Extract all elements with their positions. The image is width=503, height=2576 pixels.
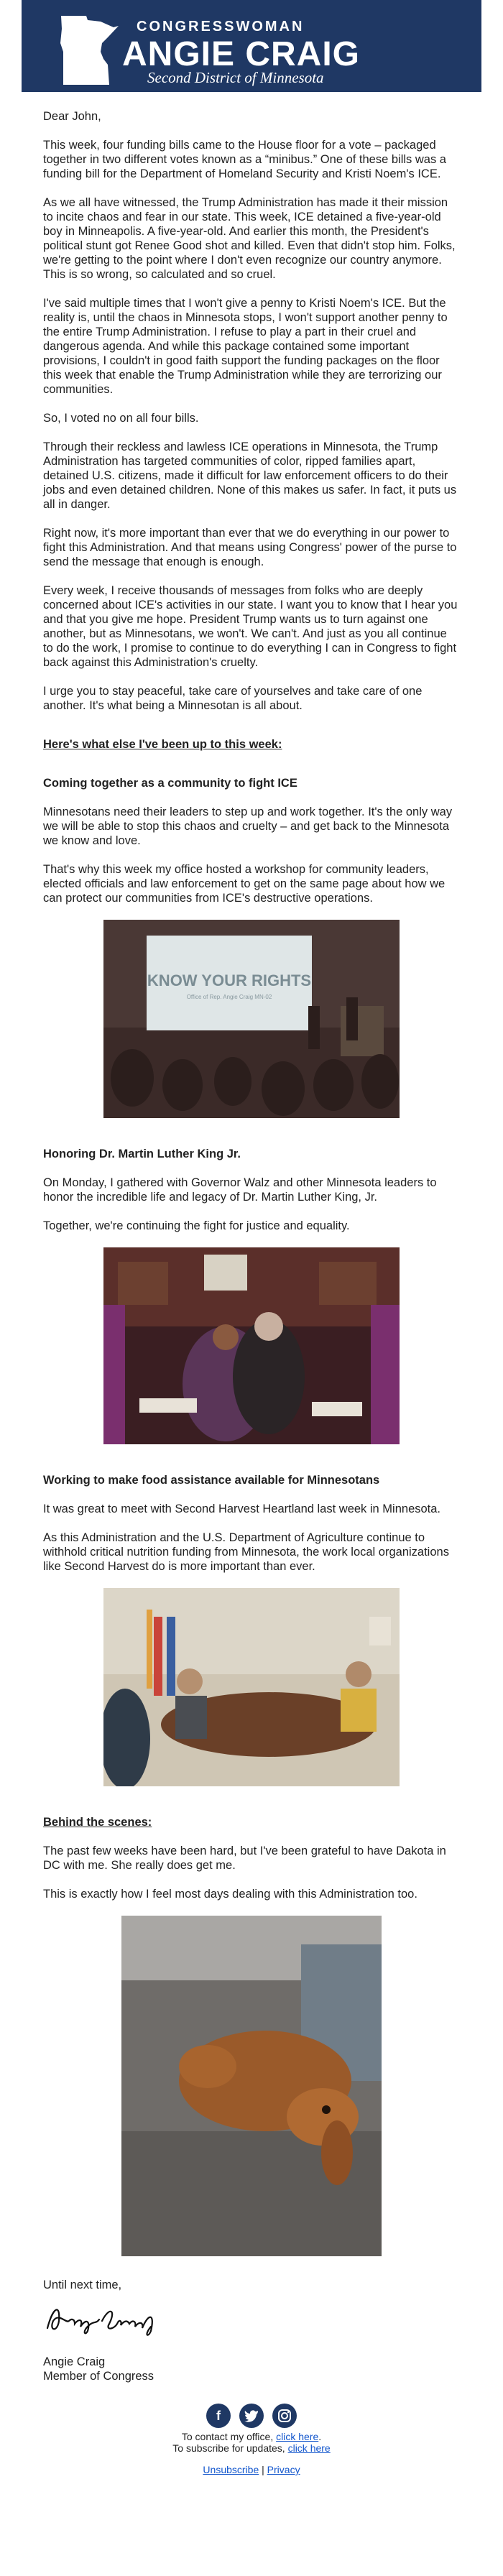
second-harvest-meeting-photo — [103, 1588, 400, 1786]
letter-paragraph: I urge you to stay peaceful, take care of yourselves and take care of one another. It's what being a Minnesotan is all about. — [43, 685, 423, 712]
signature-image — [43, 2299, 165, 2340]
section-title: Honoring Dr. Martin Luther King Jr. — [43, 1148, 241, 1160]
letter-paragraph: Right now, it's more important than ever that we do everything in our power to fight this Administration. And that means using Congress' power of the purse to send the message that enough is enough. — [43, 527, 457, 568]
closing-text: Until next time, — [43, 2279, 122, 2291]
contact-line: To contact my office, click here. — [181, 2431, 322, 2442]
privacy-link[interactable]: Privacy — [267, 2464, 300, 2475]
twitter-icon[interactable] — [239, 2404, 264, 2428]
section-paragraph: Minnesotans need their leaders to step up and work together. It's the only way we will be able to stop this chaos and cruelty – and get back to the Minnesota we know and love. — [43, 805, 453, 847]
updates-heading: Here's what else I've been up to this week: — [43, 738, 282, 751]
section-title: Working to make food assistance available for Minnesotans — [43, 1474, 380, 1487]
instagram-icon[interactable] — [272, 2404, 297, 2428]
legal-links — [43, 2464, 460, 2475]
newsletter-body — [22, 92, 481, 2475]
slide-subtitle: Office of Rep. Angie Craig MN-02 — [186, 994, 272, 1000]
newsletter — [22, 0, 481, 2475]
header-congresswoman: CONGRESSWOMAN — [137, 19, 305, 34]
signer-title: Member of Congress — [43, 2370, 154, 2383]
letter-paragraph: Through their reckless and lawless ICE operations in Minnesota, the Trump Administration has targeted communities of color, ripped families apart, detained U.S. citizens, made it difficult for law enforcement officers to do their jobs and even detained children. None of this makes us safer. In fact, it puts us all in danger. — [43, 440, 457, 511]
section-paragraph: On Monday, I gathered with Governor Walz and other Minnesota leaders to honor the incredible life and legacy of Dr. Martin Luther King, Jr. — [43, 1176, 437, 1204]
header-district: Second District of Minnesota — [147, 69, 324, 86]
signer-name: Angie Craig — [43, 2355, 106, 2368]
section-paragraph: Together, we're continuing the fight for justice and equality. — [43, 1219, 350, 1232]
greeting: Dear John, — [43, 110, 101, 123]
dog-photo — [121, 1916, 382, 2256]
slide-title: KNOW YOUR RIGHTS — [147, 971, 312, 989]
social-links — [43, 2404, 460, 2428]
signer-block — [43, 2355, 460, 2383]
behind-paragraph: The past few weeks have been hard, but I've been grateful to have Dakota in DC with me. She really does get me. — [43, 1845, 446, 1872]
section-title: Coming together as a community to fight ICE — [43, 777, 297, 790]
link-separator: | — [262, 2464, 264, 2475]
contact-link[interactable]: click here — [276, 2431, 319, 2442]
section-paragraph: As this Administration and the U.S. Department of Agriculture continue to withhold critical nutrition funding from Minnesota, the work local organizations like Second Harvest do is more important than ever. — [43, 1531, 449, 1573]
subscribe-line — [43, 2442, 460, 2454]
minnesota-map-icon — [57, 14, 122, 86]
mlk-event-photo — [103, 1247, 400, 1444]
signature — [43, 2299, 460, 2343]
header-name: ANGIE CRAIG — [122, 35, 361, 73]
letter-paragraph: As we all have witnessed, the Trump Administration has made it their mission to incite chaos and fear in our state. This week, ICE detained a five-year-old boy in Minneapolis. A five-year-old. And earlier this month, the President's political stunt got Renee Good shot and killed. Even that didn't stop him. Folks, we're getting to the point where I don't even recognize our country anymore. This is so wrong, so calculated and so cruel. — [43, 196, 456, 281]
footer — [43, 2404, 460, 2475]
contact-text: To contact my office, — [181, 2431, 274, 2442]
unsubscribe-link[interactable]: Unsubscribe — [203, 2464, 259, 2475]
section-paragraph: That's why this week my office hosted a workshop for community leaders, elected officials and law enforcement to get on the same page about how we can protect our communities from ICE's destructive operations. — [43, 863, 446, 905]
behind-scenes-title: Behind the scenes: — [43, 1816, 152, 1829]
letter-paragraph: So, I voted no on all four bills. — [43, 412, 199, 425]
workshop-photo — [103, 920, 400, 1118]
letter-paragraph: Every week, I receive thousands of messages from folks who are deeply concerned about ICE's activities in our state. I want you to know that I hear you and that you give me hope. President Trump wants us to turn against one another, but as Minnesotans, we won't. We can't. And just as you all continue to do the work, I promise to continue to do everything I can in Congress to fight back against this Administration's cruelty. — [43, 584, 458, 669]
facebook-icon[interactable]: f — [206, 2404, 231, 2428]
subscribe-text: To subscribe for updates, — [172, 2442, 285, 2454]
letter-paragraph: This week, four funding bills came to the House floor for a vote – packaged together in two different votes known as a “minibus.” One of these bills was a funding bill for the Department of Homeland Security and Kristi Noem's ICE. — [43, 139, 446, 180]
behind-paragraph: This is exactly how I feel most days dealing with this Administration too. — [43, 1888, 417, 1901]
letter-paragraph: I've said multiple times that I won't give a penny to Kristi Noem's ICE. But the reality is, until the chaos in Minnesota stops, I won't support another penny to the entire Trump Administration. I refuse to play a part in their cruel and dangerous agenda. And while this package contained some important provisions, I couldn't in good faith support the funding packages on the floor this week that enable the Trump Administration while they are terrorizing our communities. — [43, 297, 448, 396]
newsletter-header — [22, 0, 481, 92]
section-paragraph: It was great to meet with Second Harvest Heartland last week in Minnesota. — [43, 1502, 441, 1515]
subscribe-link[interactable]: click here — [287, 2442, 331, 2454]
